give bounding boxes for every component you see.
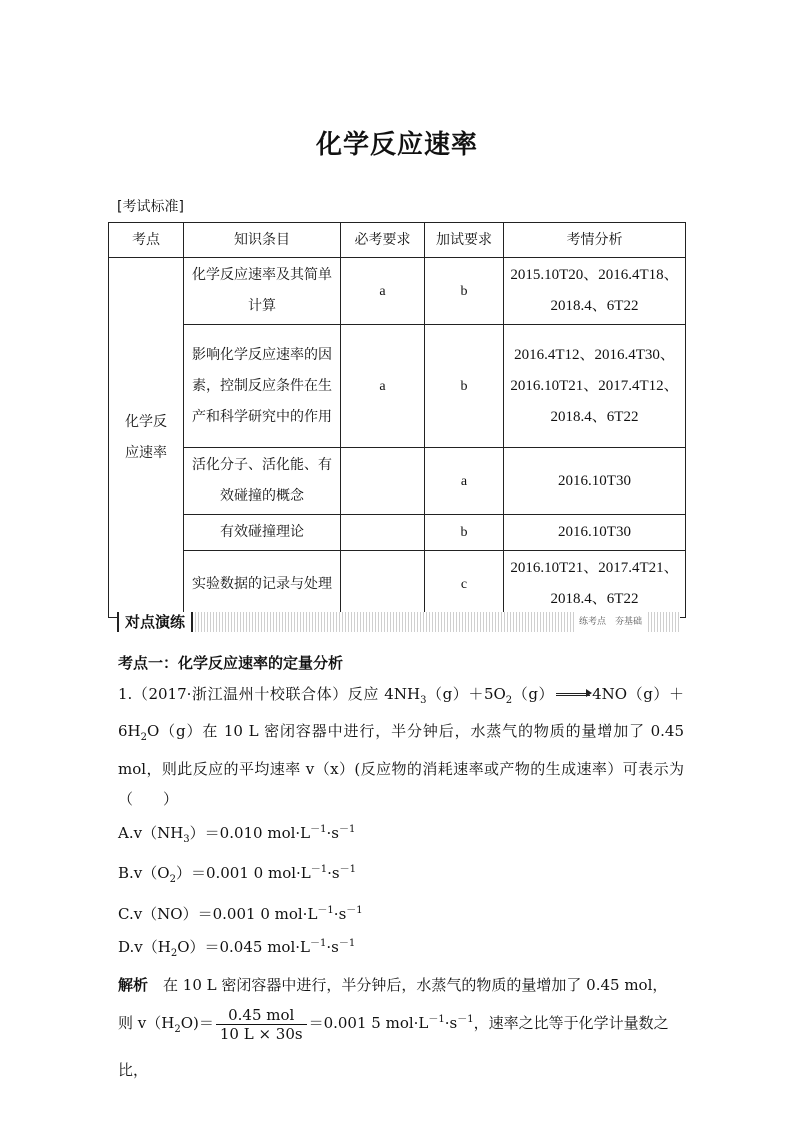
practice-banner <box>117 612 680 632</box>
question-part: 4NO（g）＋6H <box>118 684 684 740</box>
exam-standard-label: [考试标准] <box>117 199 184 215</box>
question-part: （g）＋5O <box>426 684 506 703</box>
required-cell <box>341 551 425 618</box>
analysis-cell: 2016.10T30 <box>504 515 686 551</box>
option-d: $D.v(H_2O)=0.045$ $mol\cdot L^{-1}\cdot s^{-1}$ <box>118 938 356 959</box>
table-row <box>109 325 686 448</box>
exam-standard-table <box>108 222 686 618</box>
option-c: C.v（NO）＝0.001 0 $mol\cdot L^{-1}\cdot s^{-1}$ <box>118 904 363 923</box>
analysis-cell: 2016.4T12、2016.4T30、2016.10T21、2017.4T12、2018.4、6T22 <box>504 325 686 448</box>
banner-tag: 练考点 夯基础 <box>575 612 646 632</box>
page-title: 化学反应速率 <box>315 130 478 160</box>
fraction: $\frac{\text{0.45 mol}}{10 L \times 30s}$ <box>216 1006 307 1043</box>
question-number: 1. <box>118 684 133 703</box>
col-header: 考情分析 <box>504 223 686 258</box>
table-header-row <box>109 223 686 258</box>
banner-label: 对点演练 <box>117 612 193 632</box>
question-part: （g） <box>512 684 555 703</box>
analysis-cell: 2016.10T30 <box>504 448 686 515</box>
question-part: O（g）在 10 L 密闭容器中进行，半分钟后，水蒸气的物质的量增加了 0.45 mol，则此反应的平均速率 v（x）(反应物的消耗速率或产物的生成速率）可表示为（ ） <box>118 722 684 808</box>
item-cell: 活化分子、活化能、有效碰撞的概念 <box>184 448 341 515</box>
item-cell: 实验数据的记录与处理 <box>184 551 341 618</box>
table-row <box>109 258 686 325</box>
required-cell: a <box>341 325 425 448</box>
extra-cell: a <box>425 448 504 515</box>
analysis-text: 在 10 L 密闭容器中进行，半分钟后，水蒸气的物质的量增加了 0.45 mol， <box>163 975 668 994</box>
analysis-cell: 2016.10T21、2017.4T21、2018.4、6T22 <box>504 551 686 618</box>
required-cell <box>341 515 425 551</box>
analysis-label: 解析 <box>118 975 149 994</box>
exercise-content <box>118 648 684 1090</box>
extra-cell: b <box>425 515 504 551</box>
col-header: 加试要求 <box>425 223 504 258</box>
col-header: 知识条目 <box>184 223 341 258</box>
extra-cell: c <box>425 551 504 618</box>
item-cell: 化学反应速率及其简单计算 <box>184 258 341 325</box>
section-title: 考点一：化学反应速率的定量分析 <box>118 654 344 672</box>
question-source: （2017·浙江温州十校联合体） <box>132 684 348 703</box>
option-a: $A.v(NH_3)=0.010$ $mol\cdot L^{-1}\cdot s^{-1}$ <box>118 823 356 845</box>
table-row <box>109 448 686 515</box>
table-row <box>109 551 686 618</box>
reaction-arrow-icon <box>556 693 590 696</box>
question-part: 反应 4NH <box>347 684 421 703</box>
analysis-line-1 <box>118 970 684 1001</box>
table-row <box>109 515 686 551</box>
item-cell: 有效碰撞理论 <box>184 515 341 551</box>
analysis-line-2: 则 $v(H_2O)=$ $\frac{\text{0.45 mol}}{10 L \times 30s}$ ＝0.001 5 $mol\cdot L^{-1}\cdot s^{-1}$，速率之比等于化学计量数之比， <box>118 1005 669 1079</box>
item-cell: 影响化学反应速率的因素，控制反应条件在生产和科学研究中的作用 <box>184 325 341 448</box>
option-b: $B.v(O_2)=0.001$ 0 $mol\cdot L^{-1}\cdot s^{-1}$ <box>118 864 356 885</box>
topic-cell: 化学反应速率 <box>109 258 184 618</box>
required-cell <box>341 448 425 515</box>
col-header: 考点 <box>109 223 184 258</box>
analysis-cell: 2015.10T20、2016.4T18、2018.4、6T22 <box>504 258 686 325</box>
required-cell: a <box>341 258 425 325</box>
col-header: 必考要求 <box>341 223 425 258</box>
question-text: 1.（2017·浙江温州十校联合体）反应 $4NH_3(g)+5O_2(g)$ $4NO(g)+6H_2O(g)$在 10 L 密闭容器中进行，半分钟后，水蒸气的物质的量增加了 0.45 mol，则此反应的平均速率 v（x）(反应物的消耗速率或产物的生成速率）可表示为（ ） <box>118 684 684 808</box>
extra-cell: b <box>425 325 504 448</box>
extra-cell: b <box>425 258 504 325</box>
